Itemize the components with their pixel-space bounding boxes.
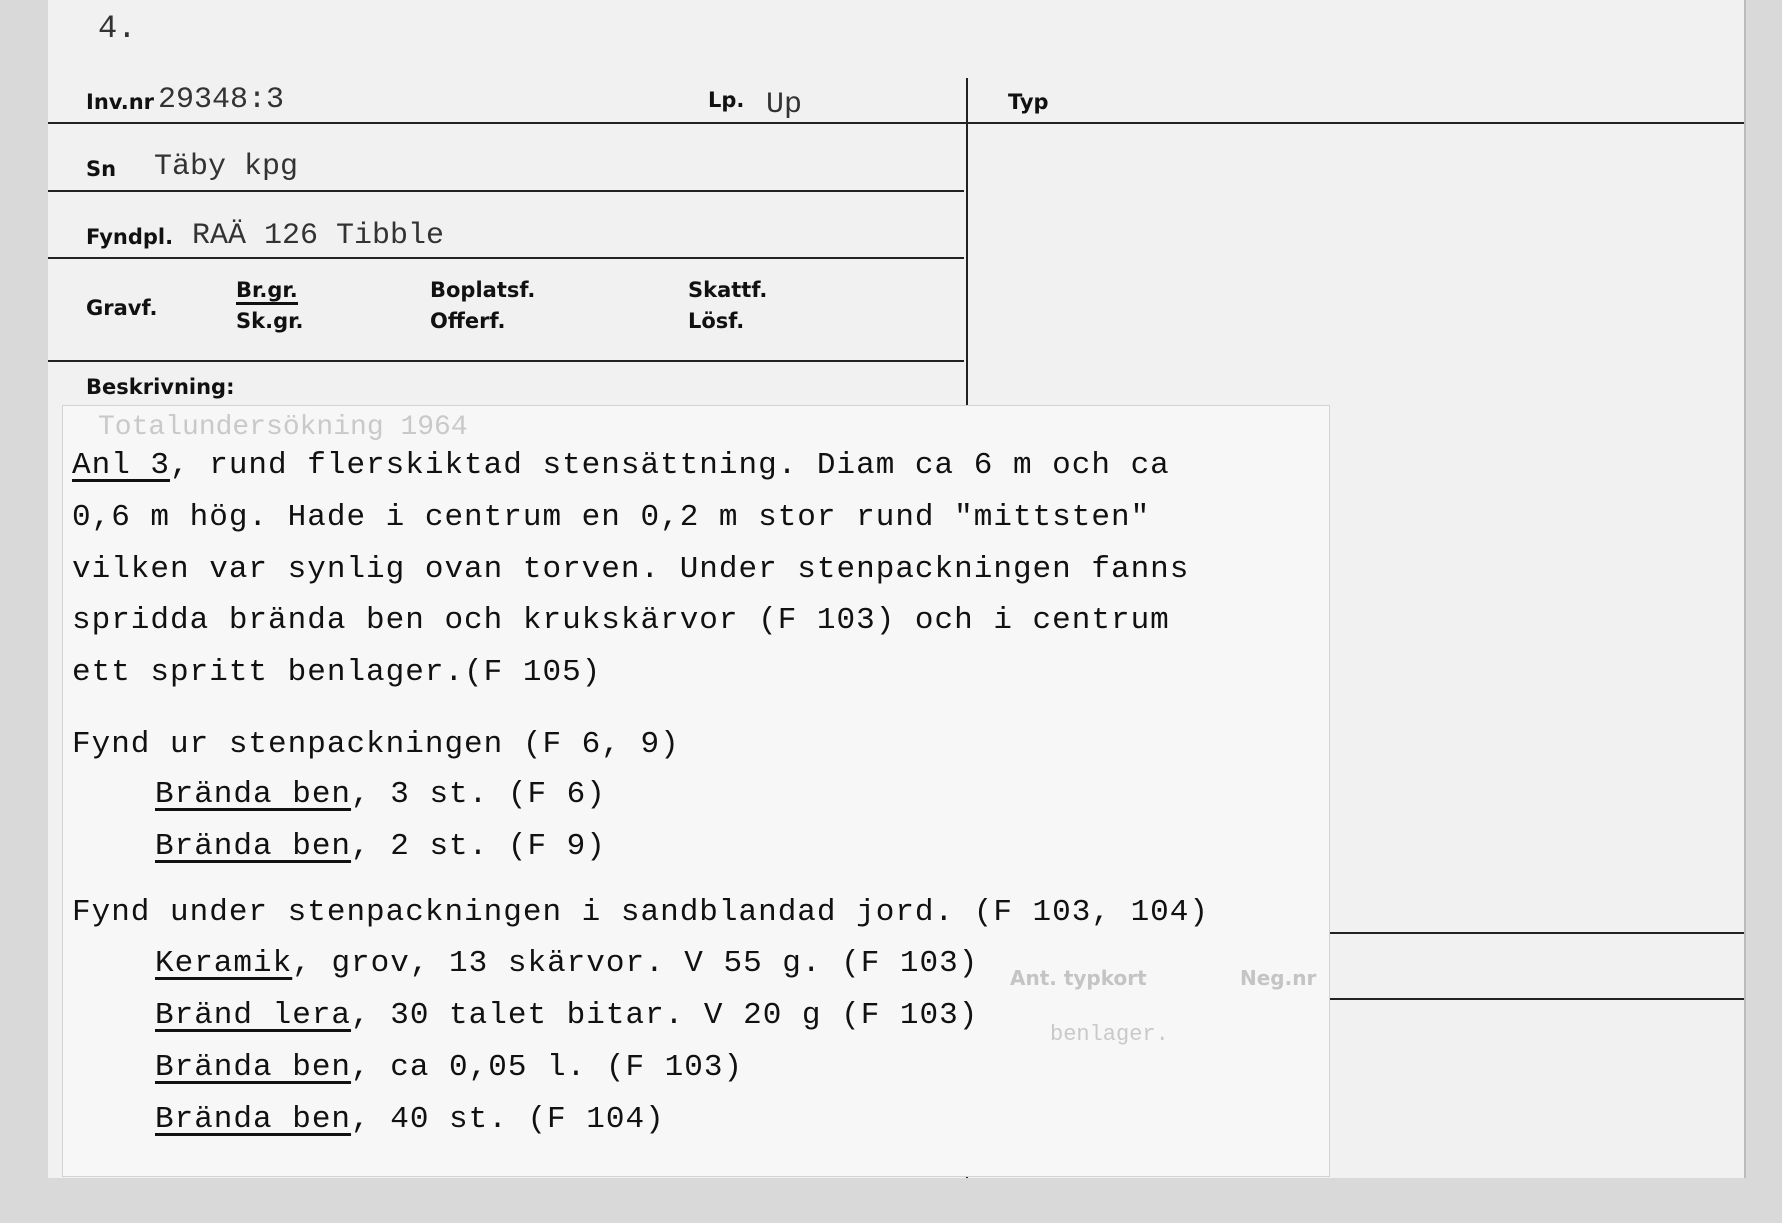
skgr-label: Sk.gr. [236, 309, 304, 333]
desc-line-1-text: , rund flerskiktad stensättning. Diam ca 6 m och ca [170, 448, 1170, 483]
gravf-label: Gravf. [86, 296, 158, 320]
skattf-label: Skattf. [688, 278, 768, 302]
sn-value: Täby kpg [154, 150, 299, 184]
ghost-neg-nr: Neg.nr [1240, 966, 1317, 990]
desc-line-3: vilken var synlig ovan torven. Under stenpackningen fanns [72, 552, 1190, 587]
inv-label: Inv.nr [86, 90, 155, 114]
desc-line-13 [155, 1102, 665, 1137]
beskrivning-label: Beskrivning: [86, 375, 235, 399]
divider-gravf [48, 360, 964, 362]
divider-fyndpl [48, 257, 964, 259]
ghost-ant-typkort: Ant. typkort [1010, 966, 1147, 990]
brgr-label: Br.gr. [236, 278, 298, 305]
desc-line-11 [155, 998, 978, 1033]
lp-label: Lp. [708, 88, 745, 112]
desc-line-8-item: Brända ben [155, 829, 352, 864]
desc-line-8 [155, 829, 606, 864]
desc-line-7 [155, 777, 606, 812]
desc-line-1 [72, 448, 1170, 483]
desc-line-1-anl: Anl 3 [72, 448, 171, 483]
losf-label: Lösf. [688, 309, 745, 333]
desc-line-9: Fynd under stenpackningen i sandblandad jord. (F 103, 104) [72, 895, 1209, 930]
fyndpl-value: RAÄ 126 Tibble [192, 219, 445, 253]
desc-line-6: Fynd ur stenpackningen (F 6, 9) [72, 727, 680, 762]
divider-right-1 [1328, 932, 1744, 934]
typ-label: Typ [1008, 90, 1049, 114]
desc-line-10-item: Keramik [155, 946, 293, 981]
desc-line-11-text: , 30 talet bitar. V 20 g (F 103) [351, 998, 979, 1033]
desc-line-10 [155, 946, 978, 981]
desc-line-4: spridda brända ben och krukskärvor (F 103) och i centrum [72, 603, 1170, 638]
desc-line-8-text: , 2 st. (F 9) [351, 829, 606, 864]
sn-label: Sn [86, 157, 117, 181]
inv-value: 29348:3 [158, 83, 285, 117]
lp-value: Up [766, 88, 803, 122]
divider-inv [48, 122, 1744, 124]
offerf-label: Offerf. [430, 309, 506, 333]
fyndpl-label: Fyndpl. [86, 225, 174, 249]
desc-line-7-item: Brända ben [155, 777, 352, 812]
boplatsf-label: Boplatsf. [430, 278, 536, 302]
desc-line-12-text: , ca 0,05 l. (F 103) [351, 1050, 744, 1085]
desc-line-13-item: Brända ben [155, 1102, 352, 1137]
desc-line-2: 0,6 m hög. Hade i centrum en 0,2 m stor rund "mittsten" [72, 500, 1151, 535]
desc-line-5: ett spritt benlager.(F 105) [72, 655, 602, 690]
desc-line-12-item: Brända ben [155, 1050, 352, 1085]
desc-line-12 [155, 1050, 743, 1085]
desc-line-7-text: , 3 st. (F 6) [351, 777, 606, 812]
divider-sn [48, 190, 964, 192]
divider-right-2 [1328, 998, 1744, 1000]
card-number: 4. [98, 10, 137, 47]
desc-line-11-item: Bränd lera [155, 998, 352, 1033]
desc-line-10-text: , grov, 13 skärvor. V 55 g. (F 103) [292, 946, 979, 981]
ghost-benlager: benlager. [1050, 1022, 1169, 1047]
ghost-text-heading: Totalundersökning 1964 [98, 412, 468, 443]
desc-line-13-text: , 40 st. (F 104) [351, 1102, 665, 1137]
